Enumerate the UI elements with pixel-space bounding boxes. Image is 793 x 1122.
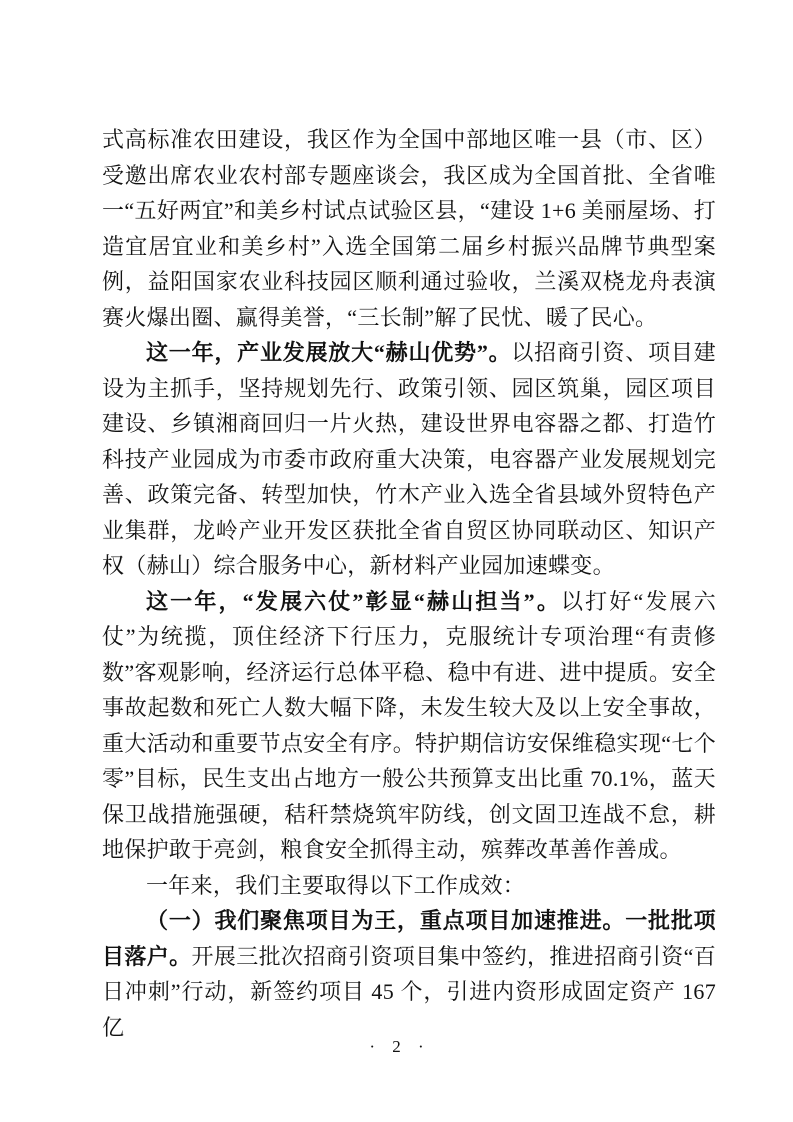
- document-body: [102, 122, 716, 1045]
- paragraph-lead-bold: 这一年，“发展六仗”彰显“赫山担当”。: [146, 588, 561, 614]
- paragraph-text: 以招商引资、项目建设为主抓手，坚持规划先行、政策引领、园区筑巢，园区项目建设、乡镇湘商回归一片火热，建设世界电容器之都、打造竹科技产业园成为市委市政府重大决策，电容器产业发展规划完善、政策完备、转型加快，竹木产业入选全省县域外贸特色产业集群，龙岭产业开发区获批全省自贸区协同联动区、知识产权（赫山）综合服务中心，新材料产业园加速蝶变。: [102, 340, 716, 578]
- paragraph-text: 式高标准农田建设，我区作为全国中部地区唯一县（市、区）受邀出席农业农村部专题座谈会，我区成为全国首批、全省唯一“五好两宜”和美乡村试点试验区县，“建设 1+6 美丽屋场、打造宜居宜业和美乡村”入选全国第二届乡村振兴品牌节典型案例，益阳国家农业科技园区顺利通过验收，兰溪双桡龙舟表演赛火爆出圈、赢得美誉，“三长制”解了民忧、暖了民心。: [102, 127, 716, 330]
- paragraph-lead-bold: 这一年，产业发展放大“赫山优势”。: [146, 340, 512, 365]
- page-number: · 2 ·: [369, 1037, 424, 1056]
- paragraph-text: 开展三批次招商引资项目集中签约，推进招商引资“百日冲刺”行动，新签约项目 45 个，引进内资形成固定资产 167 亿: [102, 943, 717, 1040]
- paragraph-industry-development: [102, 335, 716, 584]
- paragraph-achievements-intro: [102, 868, 716, 904]
- paragraph-lead-bold: （一）我们聚焦项目为王，重点项目加速推进。一批批项目落户。: [102, 908, 716, 969]
- paragraph-six-battles: [102, 584, 716, 868]
- paragraph-continuation: [102, 122, 716, 335]
- paragraph-item-one-projects: [102, 903, 716, 1045]
- paragraph-text: 一年来，我们主要取得以下工作成效：: [146, 872, 526, 898]
- paragraph-text: 以打好“发展六仗”为统揽，顶住经济下行压力，克服统计专项治理“有责修数”客观影响，经济运行总体平稳、稳中有进、进中提质。安全事故起数和死亡人数大幅下降，未发生较大及以上安全事故，重大活动和重要节点安全有序。特护期信访安保维稳实现“七个零”目标，民生支出占地方一般公共预算支出比重 70.1%，蓝天保卫战措施强硬，秸秆禁烧筑牢防线，创文固卫连战不怠，耕地保护敢于亮剑，粮食安全抓得主动，殡葬改革善作善成。: [102, 588, 716, 862]
